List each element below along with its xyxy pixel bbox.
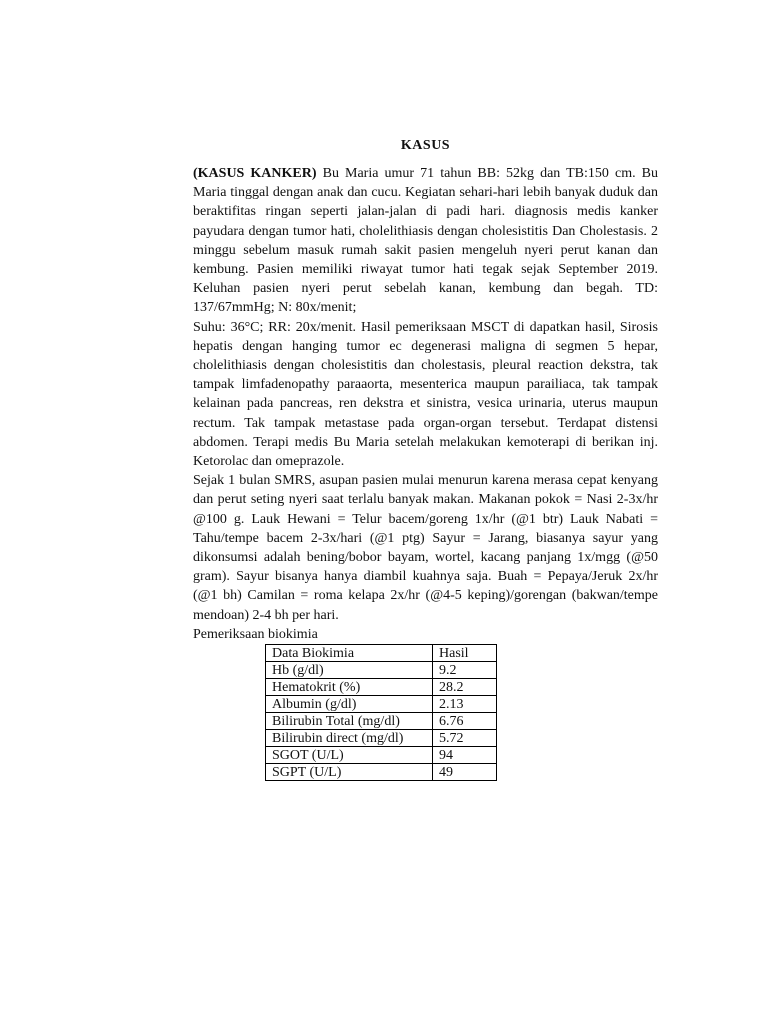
table-cell-value: 2.13 <box>433 696 497 713</box>
table-cell-value: 6.76 <box>433 713 497 730</box>
table-header-row <box>266 645 497 662</box>
table-cell-value: 28.2 <box>433 679 497 696</box>
document-page <box>193 136 658 781</box>
table-cell-label: Bilirubin Total (mg/dl) <box>266 713 433 730</box>
table-cell-value: 49 <box>433 764 497 781</box>
table-row <box>266 713 497 730</box>
table-header-cell: Hasil <box>433 645 497 662</box>
table-cell-label: Albumin (g/dl) <box>266 696 433 713</box>
table-row <box>266 730 497 747</box>
table-row <box>266 764 497 781</box>
table-cell-label: Hematokrit (%) <box>266 679 433 696</box>
table-row <box>266 679 497 696</box>
case-paragraph-3: Sejak 1 bulan SMRS, asupan pasien mulai menurun karena merasa cepat kenyang dan perut seting nyeri saat terlalu banyak makan. Makanan pokok = Nasi 2-3x/hr @100 g. Lauk Hewani = Telur bacem/goreng 1x/hr (@1 btr) Lauk Nabati = Tahu/tempe bacem 2-3x/hari (@1 ptg) Sayur = Jarang, biasanya sayur yang dikonsumsi adalah bening/bobor bayam, wortel, kacang panjang 1x/mgg (@50 gram). Sayur bisanya hanya diambil kuahnya saja. Buah = Pepaya/Jeruk 2x/hr (@1 bh) Camilan = roma kelapa 2x/hr (@4-5 keping)/gorengan (bakwan/tempe mendoan) 2-4 bh per hari. <box>193 473 658 623</box>
table-row <box>266 662 497 679</box>
biochem-table <box>265 644 497 781</box>
table-cell-value: 9.2 <box>433 662 497 679</box>
table-row <box>266 696 497 713</box>
table-cell-label: Hb (g/dl) <box>266 662 433 679</box>
case-paragraph-2: Suhu: 36°C; RR: 20x/menit. Hasil pemeriksaan MSCT di dapatkan hasil, Sirosis hepatis dengan hanging tumor ec degenerasi maligna di segmen 5 hepar, cholelithiasis dengan cholesistitis dan cholestasis, pleural reaction dekstra, tak tampak limfadenopathy paraaorta, mesenterica maupun parailiaca, tak tampak kelainan pada pancreas, ren dekstra et sinistra, vesica urinaria, uterus maupun rectum. Tak tampak metastase pada organ-organ tersebut. Terdapat distensi abdomen. Terapi medis Bu Maria setelah melakukan kemoterapi di berikan inj. Ketorolac dan omeprazole. <box>193 319 658 470</box>
table-row <box>266 747 497 764</box>
table-cell-label: SGPT (U/L) <box>266 764 433 781</box>
case-label: (KASUS KANKER) <box>193 166 317 181</box>
document-title: KASUS <box>400 138 451 153</box>
case-paragraph-1-text: Bu Maria umur 71 tahun BB: 52kg dan TB:150 cm. Bu Maria tinggal dengan anak dan cucu. Kegiatan sehari-hari lebih banyak duduk dan beraktifitas ringan seperti jalan-jalan di padi hari. diagnosis medis kanker payudara dengan tumor hati, cholelithiasis dengan cholesistitis Dan Cholestasis. 2 minggu sebelum masuk rumah sakit pasien mengeluh nyeri perut kanan dan kembung. Pasien memiliki riwayat tumor hati tegak sejak September 2019. Keluhan pasien nyeri perut sebelah kanan, kembung dan begah. TD: 137/67mmHg; N: 80x/menit; <box>193 166 658 316</box>
case-paragraph-1 <box>193 164 658 318</box>
table-header-cell: Data Biokimia <box>266 645 433 662</box>
table-cell-label: Bilirubin direct (mg/dl) <box>266 730 433 747</box>
table-cell-value: 94 <box>433 747 497 764</box>
table-label: Pemeriksaan biokimia <box>193 626 318 642</box>
table-cell-value: 5.72 <box>433 730 497 747</box>
table-cell-label: SGOT (U/L) <box>266 747 433 764</box>
